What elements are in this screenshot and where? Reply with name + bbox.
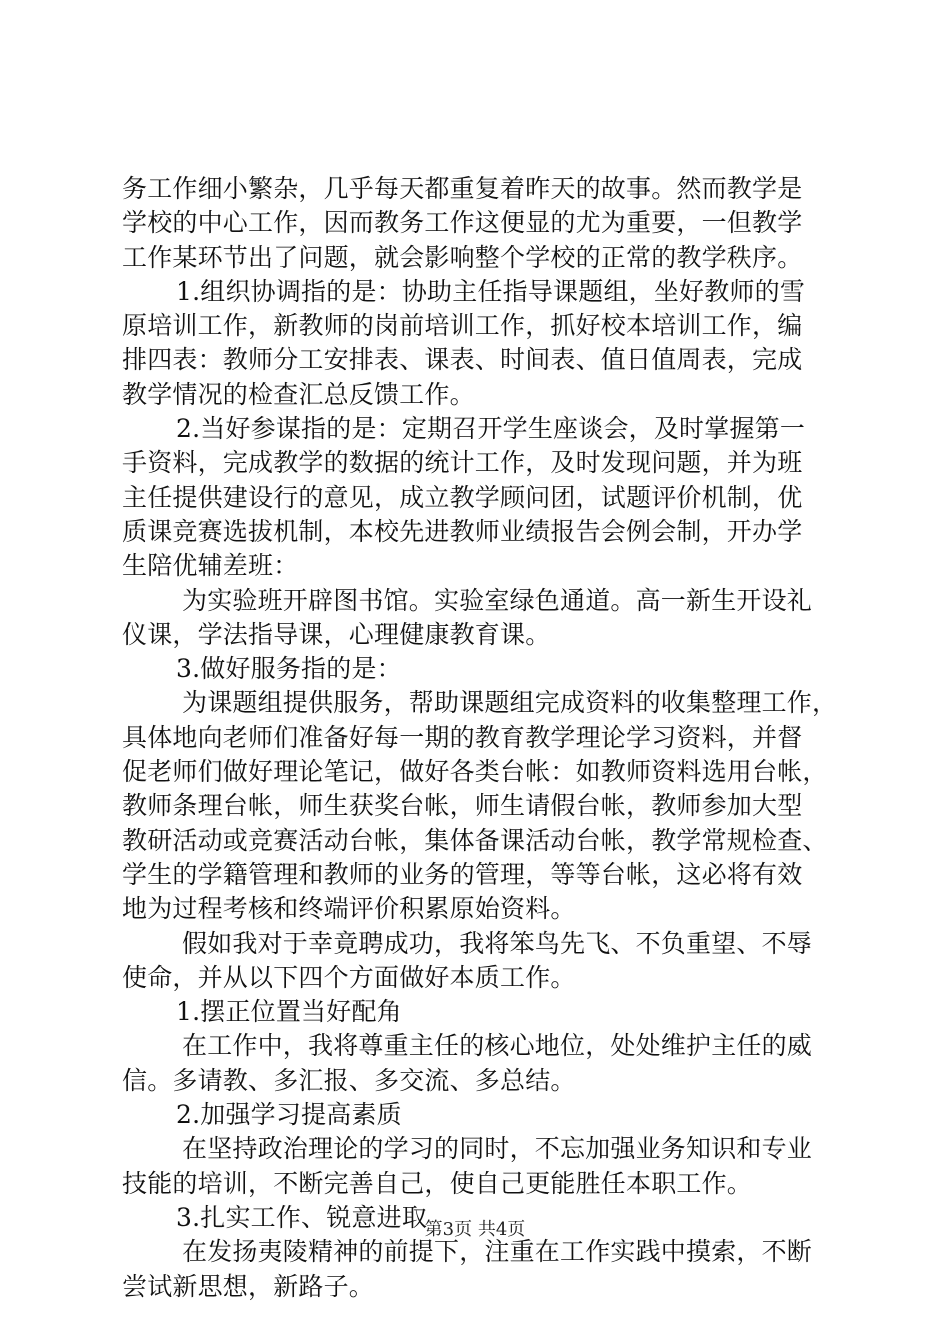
text-line: 学校的中心工作，因而教务工作这便显的尤为重要，一但教学: [122, 208, 803, 238]
text-line: 3.扎实工作、锐意进取: [176, 1202, 428, 1232]
text-line: 原培训工作，新教师的岗前培训工作，抓好校本培训工作，编: [122, 311, 803, 341]
text-line: 3.做好服务指的是：: [176, 654, 402, 684]
text-line: 1.摆正位置当好配角: [176, 997, 402, 1027]
text-line: 生陪优辅差班：: [122, 551, 299, 581]
text-line: 信。多请教、多汇报、多交流、多总结。: [122, 1065, 576, 1095]
text-line: 在坚持政治理论的学习的同时，不忘加强业务知识和专业: [182, 1134, 813, 1164]
text-line: 为课题组提供服务，帮助课题组完成资料的收集整理工作，: [182, 688, 838, 718]
text-line: 2.当好参谋指的是：定期召开学生座谈会，及时掌握第一: [176, 414, 806, 444]
page-number-footer: 第3页 共4页: [424, 1219, 526, 1240]
text-line: 教研活动或竞赛活动台帐，集体备课活动台帐，教学常规检查、: [122, 825, 828, 855]
text-line: 质课竞赛选拔机制，本校先进教师业绩报告会例会制，开办学: [122, 516, 803, 546]
text-line: 工作某环节出了问题，就会影响整个学校的正常的教学秩序。: [122, 242, 803, 272]
text-line: 技能的培训，不断完善自己，使自己更能胜任本职工作。: [122, 1168, 753, 1198]
text-line: 在发扬夷陵精神的前提下，注重在工作实践中摸索，不断: [182, 1237, 813, 1267]
text-line: 为实验班开辟图书馆。实验室绿色通道。高一新生开设礼: [182, 585, 813, 615]
text-line: 学生的学籍管理和教师的业务的管理，等等台帐，这必将有效: [122, 859, 803, 889]
text-line: 排四表：教师分工安排表、课表、时间表、值日值周表，完成: [122, 345, 803, 375]
text-line: 促老师们做好理论笔记，做好各类台帐：如教师资料选用台帐，: [122, 757, 828, 787]
text-line: 1.组织协调指的是：协助主任指导课题组，坐好教师的雪: [176, 276, 806, 306]
text-line: 2.加强学习提高素质: [176, 1100, 402, 1130]
text-line: 地为过程考核和终端评价积累原始资料。: [122, 894, 576, 924]
text-line: 手资料，完成教学的数据的统计工作，及时发现问题，并为班: [122, 448, 803, 478]
text-line: 教学情况的检查汇总反馈工作。: [122, 379, 475, 409]
text-line: 教师条理台帐，师生获奖台帐，师生请假台帐，教师参加大型: [122, 791, 803, 821]
text-line: 仪课，学法指导课，心理健康教育课。: [122, 619, 551, 649]
text-line: 尝试新思想，新路子。: [122, 1271, 375, 1301]
text-line: 假如我对于幸竟聘成功，我将笨鸟先飞、不负重望、不辱: [182, 928, 813, 958]
text-line: 具体地向老师们准备好每一期的教育教学理论学习资料，并督: [122, 722, 803, 752]
text-line: 务工作细小繁杂，几乎每天都重复着昨天的故事。然而教学是: [122, 174, 803, 203]
text-line: 使命，并从以下四个方面做好本质工作。: [122, 962, 576, 992]
text-line: 主任提供建设行的意见，成立教学顾问团，试题评价机制，优: [122, 482, 803, 512]
text-line: 在工作中，我将尊重主任的核心地位，处处维护主任的威: [182, 1031, 813, 1061]
document-body: [122, 172, 837, 1304]
